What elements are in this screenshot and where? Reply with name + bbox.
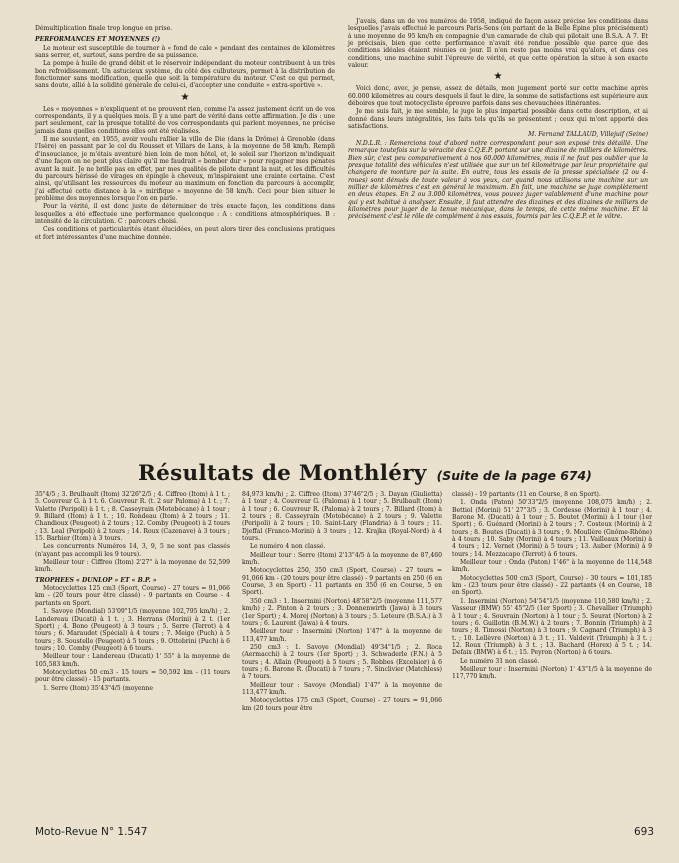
results-subtitle: (Suite de la page 674) — [436, 468, 592, 483]
section-heading: PERFORMANCES ET MOYENNES (!) — [35, 36, 161, 44]
paragraph: Voici donc, avec, je pense, assez de détails, mon jugement porté sur cette machine après 60.000 kilomètres au cours desquels il faut le dire, la somme de satisfactions est supérieure aux déboires que tout motocycliste éprouve parfois dans ses chevauchées itinérantes. — [348, 85, 648, 108]
result-paragraph: Le numéro 4 non classé. — [250, 543, 326, 551]
result-paragraph: Meilleur tour : Serre (Itom) 2'13"4/5 à la moyenne de 87,460 km/h. — [242, 551, 442, 567]
magazine-issue: Moto-Revue N° 1.547 — [35, 826, 148, 838]
editor-note — [348, 140, 648, 221]
intro-line: Démultiplication finale trop longue en prise. — [35, 25, 173, 32]
paragraph: Je me suis fait, je me semble, le juge le plus impartial possible dans cette description, et ai donné dans leurs intégralités, les faits tels qu'ils se présentent ; ceux qui m'ont apporté des satisfactions. — [348, 108, 648, 131]
result-paragraph: 1. Insermini (Norton) 54'54"1/5 (moyenne 110,580 km/h) ; 2. Vasseur (BMW) 55' 45"2/5 (1er Sport) ; 3. Chevallier (Triumph) à 1 tour ; 4. Souvrain (Norton) à 1 tour ; 5. Seurat (Norton) à 2 tours ; 6. Guillotin (B.M.W.) à 2 tours ; 7. Bonnin (Triumph) à 2 tours ; 8. Timossi (Norton) à 3 tours ; 9. Cagnard (Triumph) à 3 t. ; 10. Lellèvre (Norton) à 3 t. ; 11. Valdevit (Triumph) à 3 t. ; 12. Roux (Triumph) à 3 t. ; 13. Bachard (Horex) à 5 t. ; 14. Defaix (BMW) à 6 t. ; 15. Peyron (Norton) à 6 tours. — [452, 597, 652, 657]
paragraph: J'avais, dans un de vos numéros de 1958, indiqué de façon assez précise les conditions dans lesquelles j'avais effectué le parcours Paris-Sens (en partant de la Belle Épine plus précisément) à une moyenne de 95 km/h en compagnie d'un camarade de club qui pilotait une B.S.A. A 7. Et je précisais, bien que cette performance n'avait été rendue possible que parce que des conditions idéales étaient réunies ce jour. Il n'en reste pas moins vrai qu'alors, et dans ces conditions, une machine subit l'épreuve de vérité, et que cette opération la situe à son exacte valeur. — [348, 18, 648, 70]
paragraph: Ces conditions et particularités étant élucidées, on peut alors tirer des conclusions pratiques et fort intéressantes d'une machine donnée. — [35, 226, 335, 241]
results-column-1 — [35, 491, 230, 693]
page-number: 693 — [634, 826, 655, 838]
result-paragraph: 84,973 km/h) ; 2. Ciffreo (Itom) 37'46"2/5 ; 3. Dayan (Giulietta) à 1 tour ; 4. Couvreur G. (Paloma) à 1 tour ; 5. Brulbault (Itom) à 1 tour ; 6. Couvreur R. (Paloma) à 2 tours ; 7. Billard (Itom) à 2 tours ; 8. Casseyrain (Motobécane) à 2 tours ; 9. Valette (Peripoli) à 2 tours ; 10. Saint-Lary (Flandria) à 3 tours ; 11. Djeffal (Franco-Morini) à 3 tours ; 12. Krajka (Royal-Nord) à 4 tours. — [242, 491, 442, 543]
result-paragraph: 1. Onda (Paton) 50'33"2/5 (moyenne 108,075 km/h) ; 2. Bettiol (Morini) 51' 27"3/5 ; 3. Cordesse (Morini) à 1 tour ; 4. Barone M. (Ducati) à 1 tour ; 5. Boutet (Morini) à 1 tour (1er Sport) ; 6. Guénard (Morini) à 2 tours ; 7. Costeux (Morini) à 2 tours ; 8. Boutes (Ducati) à 3 tours ; 9. Moullère (Gnôme-Rhône) à 4 tours ; 10. Saby (Morini) à 4 tours ; 11. Vailleaux (Morini) à 4 tours ; 12. Vernet (Morini) à 5 tours ; 13. Auber (Morini) à 9 tours ; 14. Mezzacapo (Terrot) à 6 tours. — [452, 499, 652, 558]
article-right-column — [348, 18, 648, 222]
result-paragraph: 250 cm3 : 1. Savoye (Mondial) 49'34"1/5 ; 2. Roca (Aermacchi) à 2 tours (1er Sport) ; 3. Schwaderle (F.N.) à 5 tours ; 4. Allain (Peugeot) à 5 tours ; 5. Robbes (Excelsior) à 6 tours ; 6. Barone R. (Ducati) à 7 tours ; 7. Sinclivier (Matchless) à 7 tours. — [242, 643, 442, 681]
paragraph: Pour la vérité, il est donc juste de déterminer de très exacte façon, les conditions dans lesquelles a été effectuée une performance quelconque : A : conditions atmosphériques. B : intensité de la circulation. C : parcours choisi. — [35, 203, 335, 225]
paragraph: Le moteur est susceptible de tourner à « fond de cale » pendant des centaines de kilomètres sans serrer, et, surtout, sans perdre de sa puissance. — [35, 44, 335, 60]
ndlr-text: N.D.L.R. : Remercions tout d'abord notre correspondant pour son exposé très détaillé. Une remarque toutefois sur la véracité des C.Q.E.P. portant sur une dizaine de milliers de kilomètres. Bien sûr, c'est peu comparativement à nos 60.000 kilomètres, mais il ne faut pas oublier que la presque totalité des véhicules n'est utilisée que sur un tel kilométrage par leur propriétaire qui changera de monture par la suite. En outre, tous les essais de la presse spécialisée (2 ou 4-roues) sont dénués de toute valeur à vos yeux, car quand nous utilisons une machine sur un millier de kilomètres c'est en général le maximum. En fait, une machine se juge complètement en deux étapes. En 2 ou 3.000 kilomètres, vous pouvez juger valablement d'une machine pour qui y est habitué à analyser. Ensuite, il faut attendre des dizaines et des dizaines de milliers de kilomètres pour juger de la tenue mécanique, dans le temps, de cette même machine. Et là précisément c'est le rôle de complément à nos essais, fournis par les C.Q.E.P. et le vôtre. — [348, 139, 648, 221]
result-paragraph: Le numéro 31 non classé. — [460, 657, 540, 665]
article-left-column — [35, 25, 335, 242]
result-paragraph: Meilleur tour : Insermini (Norton) 1' 43"1/5 à la moyenne de 117,770 km/h. — [452, 665, 652, 681]
result-paragraph: 1. Savoye (Mondial) 53'09"1/5 (moyenne 102,795 km/h) ; 2. Landereau (Ducati) à 1 t. ; 3. Herrans (Morini) à 2 t. (1er Sport) ; 4. Bono (Peugeot) à 3 tours ; 5. Serre (Terrot) à 4 tours ; 6. Maraudet (Spécial) à 4 tours ; 7. Meige (Puch) à 5 tours ; 8. Soustelle (Peugeot) à 5 tours ; 9. Ottobrini (Puch) à 6 tours ; 10. Comby (Peugeot) à 6 tours. — [35, 608, 230, 652]
paragraph: Il me souvient, en 1955, avoir voulu rallier la ville de Die (dans la Drôme) à Grenoble (dans l'Isère) en passant par le col du Rousset et Villars de Lans, à la moyenne de 58 km/h. Rempli d'insouciance, je m'étais aventuré bien loin de mon hôtel, et, le soleil sur l'horizon m'indiquait d'une façon on ne peut plus claire qu'il me faudrait « bomber dur » pour regagner mes pénates avant la nuit. Je ne brille pas en effet, par mes qualités de pilote durant la nuit, et les difficultés du parcours hérissé de virages en épingle à cheveux, m'inspiraient une crainte certaine. C'est ainsi, qu'utilisant les ressources du moteur au maximum en fonction du parcours à accomplir, j'ai effectué cette distance à la « mirifique » moyenne de 58 km/h. Ceci pour bien situer le problème des moyennes lorsque l'on en parle. — [35, 136, 335, 202]
result-paragraph: Motocyclettes 250, 350 cm3 (Sport, Course) - 27 tours = 91,066 km - (20 tours pour être classé) - 9 partants en 250 (6 en Course, 3 en Sport) - 11 partants en 350 (6 en Course, 5 en Sport). — [242, 567, 442, 597]
result-paragraph: Motocyclettes 500 cm3 (Sport, Course) - 30 tours = 101,185 km - (23 tours pour être classé) - 22 partants (4 en Course, 18 en Sport). — [452, 574, 652, 597]
results-column-2 — [242, 491, 442, 713]
result-paragraph: 1. Serre (Itom) 35'43"4/5 (moyenne — [43, 684, 153, 692]
result-paragraph: Meilleur tour : Onda (Paton) 1'46" à la moyenne de 114,548 km/h. — [452, 559, 652, 574]
results-title: Résultats de Monthléry — [138, 461, 427, 486]
result-paragraph: 350 cm3 : 1. Insermini (Norton) 48'58"2/5 (moyenne 111,577 km/h) ; 2. Pinton à 2 tours ; 3. Donnenwirth (Jawa) à 3 tours (1er Sport) ; 4. Morej (Norton) à 3 tours ; 5. Leteure (B.S.A.) à 3 tours ; 6. Laurent (Jawa) à 4 tours. — [242, 597, 442, 627]
paragraph: Les « moyennes » n'expliquent et ne prouvent rien, comme l'a assez justement écrit un de vos correspondants, il y a quelques mois. Il y a une part de vérité dans cette affirmation. Je dis : une part seulement, car la presque totalité de vos correspondants qui parlent moyennes, ne précise jamais dans quelles conditions elles ont été réalisées. — [35, 105, 335, 135]
results-header — [138, 461, 592, 487]
result-paragraph: Motocyclettes 50 cm3 - 15 tours = 50,592 km - (11 tours pour être classé) - 15 partants. — [35, 668, 230, 684]
result-paragraph: 35"4/5 ; 3. Brulbault (Itom) 32'26"2/5 ; 4. Ciffreo (Itom) à 1 t. ; 5. Couvreur G. à 1 t. 6. Couvreur R. (t. 2 sur Paloma) à 1 t. ; 7. Valette (Peripoli) à 1 t. ; 8. Casseyrain (Motobécane) à 1 tour ; 9. Billard (Itom) à 1 t. ; 10. Rondeau (Itom) à 2 tours ; 11. Chandioux (Peugeot) à 2 tours ; 12. Comby (Peugeot) à 2 tours ; 13. Leal (Peripoli) à 2 tours ; 14. Roux (Cazenave) à 3 tours ; 15. Barbier (Itom) à 3 tours. — [35, 491, 230, 543]
result-paragraph: Meilleur tour : Savoye (Mondial) 1'47" à la moyenne de 113,477 km/h. — [242, 681, 442, 696]
result-paragraph: Les concurrents Numéros 14, 3, 9, 5 ne sont pas classés (n'ayant pas accompli les 9 tours). — [35, 543, 230, 558]
star-separator: ★ — [180, 91, 190, 103]
results-column-3 — [452, 491, 652, 682]
result-paragraph: Meilleur tour : Landereau (Ducati) 1' 55" à la moyenne de 105,583 km/h. — [35, 653, 230, 668]
result-paragraph: Meilleur tour : Ciffreo (Itom) 2'27" à la moyenne de 52,599 km/h. — [35, 559, 230, 574]
result-paragraph: Motocyclettes 175 cm3 (Sport, Course) - 27 tours = 91,066 km (20 tours pour être — [242, 697, 442, 712]
result-paragraph: Motocyclettes 125 cm3 (Sport, Course) - 27 tours = 91,066 km - (20 tours pour être classé) - 9 partants en Course - 4 partants en Sport. — [35, 585, 230, 607]
author-signature: M. Fernand TALLAUD, Villejuif (Seine) — [528, 131, 648, 139]
result-paragraph: classé) - 19 partants (11 en Course, 8 en Sport). — [452, 491, 601, 498]
star-separator: ★ — [493, 71, 503, 83]
paragraph: La pompe à huile de grand débit et le réservoir indépendant du moteur contribuent à un très bon refroidissement. Un astucieux système, du côté des culbuteurs, permet à la distribution de fonctionner sans modification, quelle que soit la température du moteur. C'est ce qui permet, sans doute, allié à la solidité générale de celui-ci, d'accepter une conduite « extra-sportive ». — [35, 60, 335, 90]
result-paragraph: Meilleur tour : Insermini (Norton) 1'47" à la moyenne de 113,477 km/h. — [242, 628, 442, 643]
trophy-heading: TROPHEES « DUNLOP » ET « B.P. » — [35, 576, 157, 584]
